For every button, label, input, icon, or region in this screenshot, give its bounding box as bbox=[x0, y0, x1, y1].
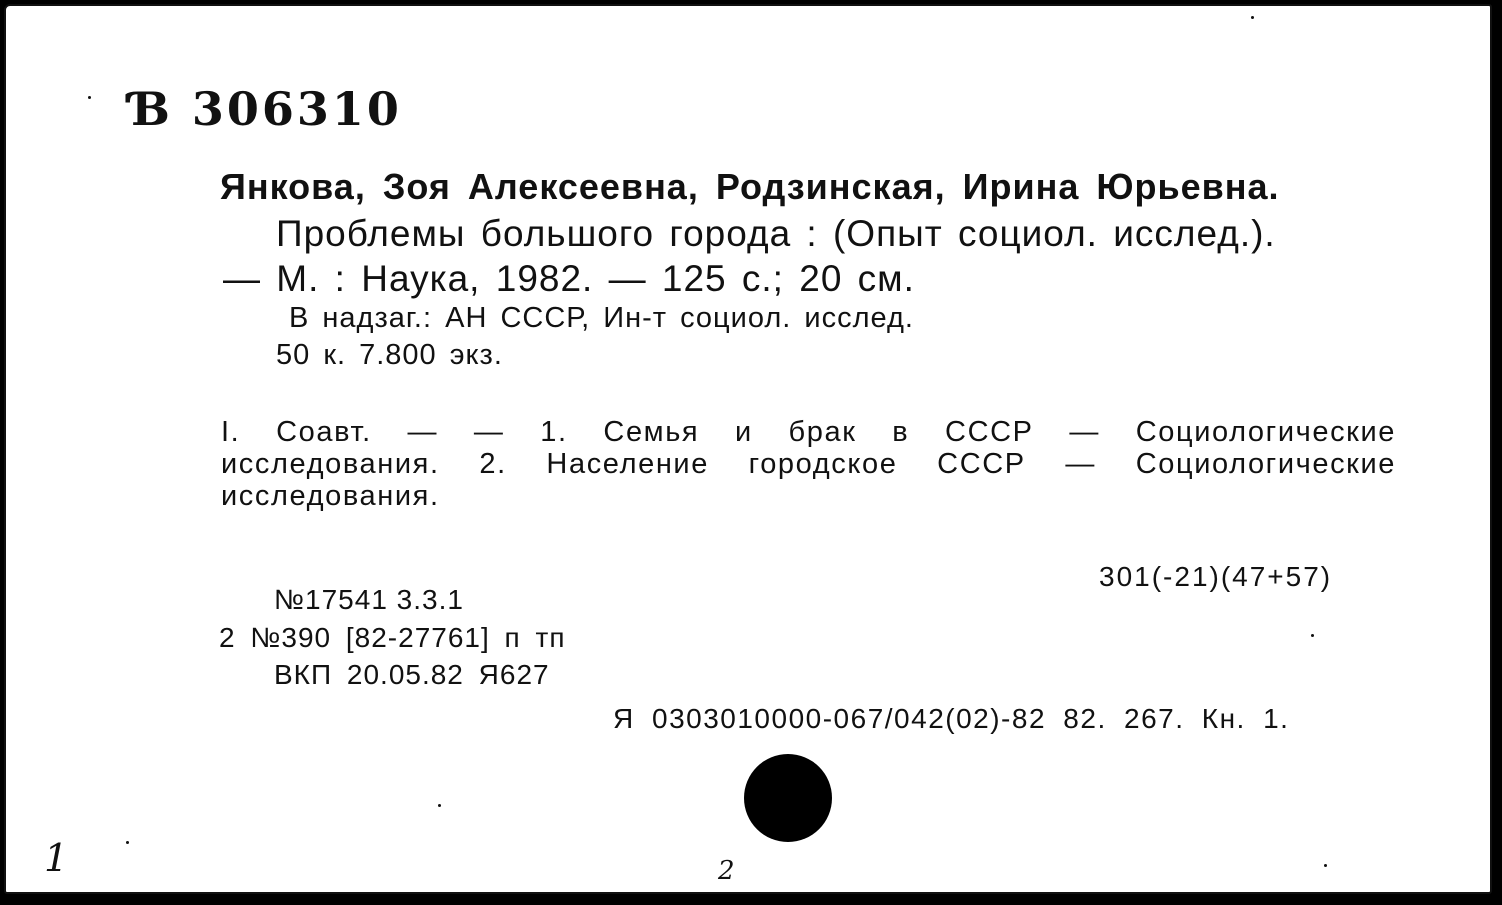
speck bbox=[126, 841, 129, 844]
accession-number: №17541 3.3.1 bbox=[274, 584, 464, 615]
card-code-line: Я 0303010000-067/042(02)-82 82. 267. Кн. 1. bbox=[613, 703, 1290, 734]
speck bbox=[1324, 864, 1327, 867]
note-line: В надзаг.: АН СССР, Ин-т социол. исслед. bbox=[289, 302, 914, 334]
classification-number: 301(-21)(47+57) bbox=[1099, 561, 1333, 592]
imprint-line: — М. : Наука, 1982. — 125 с.; 20 см. bbox=[223, 258, 915, 299]
punch-hole bbox=[744, 754, 832, 842]
catalog-card bbox=[4, 4, 1492, 894]
speck bbox=[1311, 634, 1314, 637]
speck bbox=[88, 96, 91, 99]
price-line: 50 к. 7.800 экз. bbox=[276, 339, 503, 371]
registry-line: 2 №390 [82-27761] п тп bbox=[219, 622, 566, 653]
handwritten-mark-one: 1 bbox=[44, 836, 69, 880]
speck bbox=[438, 804, 441, 807]
author-heading: Янкова, Зоя Алексеевна, Родзинская, Ирина Юрьевна. bbox=[220, 166, 1280, 207]
speck bbox=[1251, 16, 1254, 19]
call-number: Ɓ 306310 bbox=[131, 82, 402, 136]
title-line: Проблемы большого города : (Опыт социол. исслед.). bbox=[276, 213, 1276, 254]
handwritten-mark-two: 2 bbox=[718, 856, 735, 886]
vkp-line: ВКП 20.05.82 Я627 bbox=[274, 659, 550, 690]
subject-tracing: I. Соавт. — — 1. Семья и брак в СССР — Социологические исследования. 2. Население городское СССР — Социологические исследования. bbox=[221, 416, 1396, 512]
